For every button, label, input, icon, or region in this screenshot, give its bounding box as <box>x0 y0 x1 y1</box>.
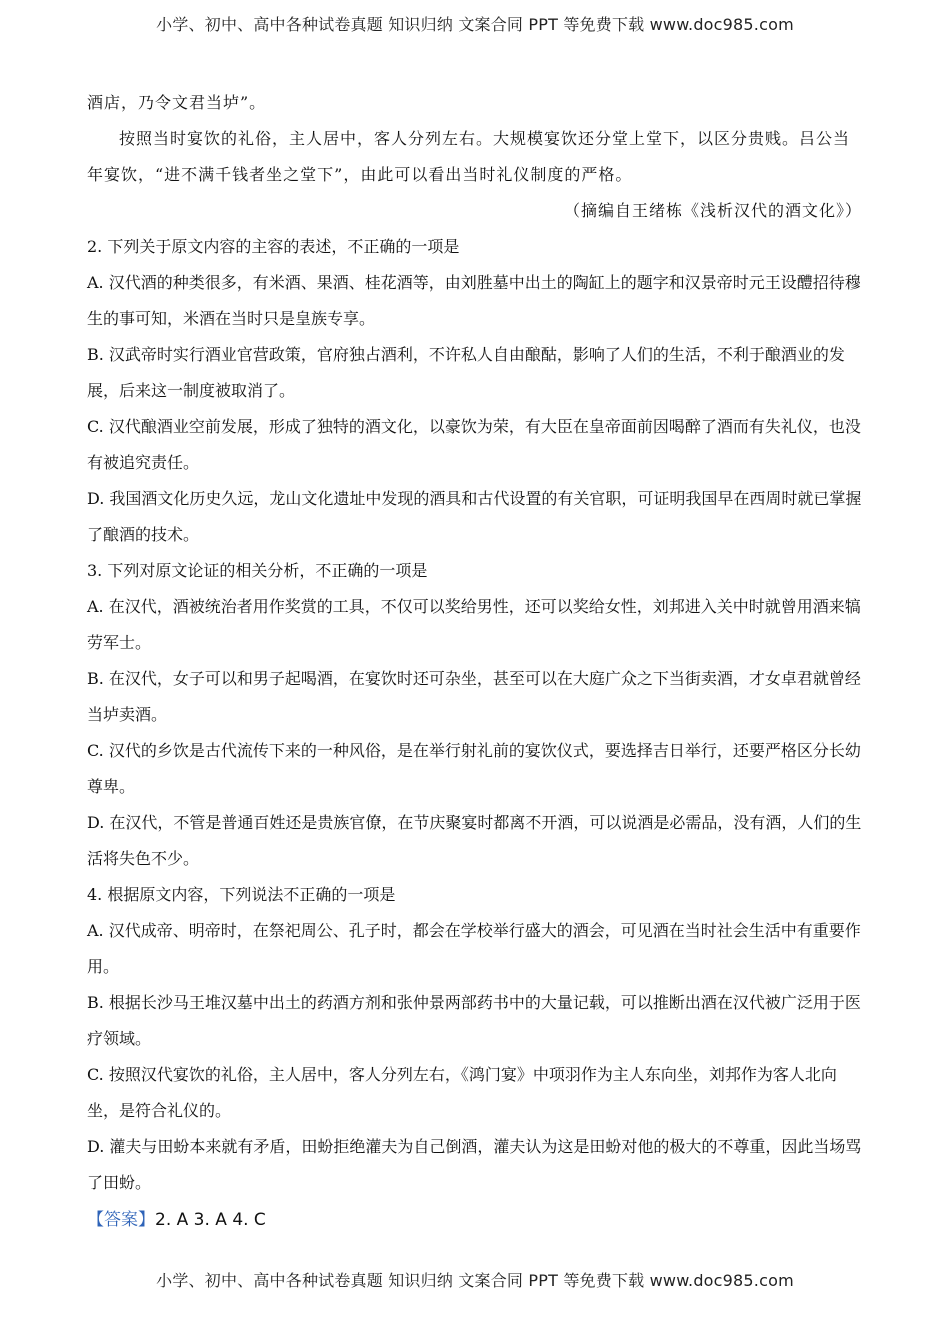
passage-line: 酒店，乃令文君当垆”。 <box>87 93 267 112</box>
page-footer-banner: 小学、初中、高中各种试卷真题 知识归纳 文案合同 PPT 等免费下载 www.doc985.com <box>156 1271 794 1290</box>
question-option: C. 汉代酿酒业空前发展，形成了独特的酒文化，以豪饮为荣，有大臣在皇帝面前因喝醉了酒而有失礼仪，也没有被追究责任。 <box>87 417 861 472</box>
answer-text: 2. A 3. A 4. C <box>155 1210 266 1230</box>
question-option: B. 根据长沙马王堆汉墓中出土的药酒方剂和张仲景两部药书中的大量记载，可以推断出酒在汉代被广泛用于医疗领域。 <box>87 993 861 1048</box>
question-option: B. 汉武帝时实行酒业官营政策，官府独占酒利，不许私人自由酿酤，影响了人们的生活，不利于酿酒业的发展，后来这一制度被取消了。 <box>87 345 845 400</box>
question-option: A. 汉代酒的种类很多，有米酒、果酒、桂花酒等，由刘胜墓中出土的陶缸上的题字和汉景帝时元王设醴招待穆生的事可知，米酒在当时只是皇族专享。 <box>87 273 861 328</box>
passage-source: （摘编自王绪栋《浅析汉代的酒文化》） <box>563 201 862 220</box>
answer-line <box>87 1201 862 1239</box>
question-2 <box>87 229 862 553</box>
question-option: D. 我国酒文化历史久远，龙山文化遗址中发现的酒具和古代设置的有关官职，可证明我国早在西周时就已掌握了酿酒的技术。 <box>87 489 862 544</box>
question-option: C. 汉代的乡饮是古代流传下来的一种风俗，是在举行射礼前的宴饮仪式，要选择吉日举行，还要严格区分长幼尊卑。 <box>87 741 861 796</box>
question-option: A. 在汉代，酒被统治者用作奖赏的工具，不仅可以奖给男性，还可以奖给女性，刘邦进入关中时就曾用酒来犒劳军士。 <box>87 597 861 652</box>
document-body <box>87 85 862 1239</box>
question-option: A. 汉代成帝、明帝时，在祭祀周公、孔子时，都会在学校举行盛大的酒会，可见酒在当时社会生活中有重要作用。 <box>87 921 861 976</box>
question-option: B. 在汉代，女子可以和男子起喝酒，在宴饮时还可杂坐，甚至可以在大庭广众之下当街卖酒，才女卓君就曾经当垆卖酒。 <box>87 669 861 724</box>
page-header-banner: 小学、初中、高中各种试卷真题 知识归纳 文案合同 PPT 等免费下载 www.doc985.com <box>156 15 794 34</box>
question-3 <box>87 553 862 877</box>
question-option: C. 按照汉代宴饮的礼俗，主人居中，客人分列左右，《鸿门宴》中项羽作为主人东向坐，刘邦作为客人北向坐，是符合礼仪的。 <box>87 1065 837 1120</box>
question-stem: 4. 根据原文内容，下列说法不正确的一项是 <box>87 885 396 904</box>
question-stem: 3. 下列对原文论证的相关分析，不正确的一项是 <box>87 561 428 580</box>
passage-paragraph: 按照当时宴饮的礼俗，主人居中，客人分列左右。大规模宴饮还分堂上堂下，以区分贵贱。吕公当年宴饮，“进不满千钱者坐之堂下”，由此可以看出当时礼仪制度的严格。 <box>87 129 851 184</box>
question-4 <box>87 877 862 1201</box>
question-stem: 2. 下列关于原文内容的主容的表述，不正确的一项是 <box>87 237 460 256</box>
question-option: D. 在汉代，不管是普通百姓还是贵族官僚，在节庆聚宴时都离不开酒，可以说酒是必需品，没有酒，人们的生活将失色不少。 <box>87 813 862 868</box>
answer-label: 【答案】 <box>87 1210 155 1230</box>
question-option: D. 灌夫与田蚡本来就有矛盾，田蚡拒绝灌夫为自己倒酒，灌夫认为这是田蚡对他的极大的不尊重，因此当场骂了田蚡。 <box>87 1137 862 1192</box>
